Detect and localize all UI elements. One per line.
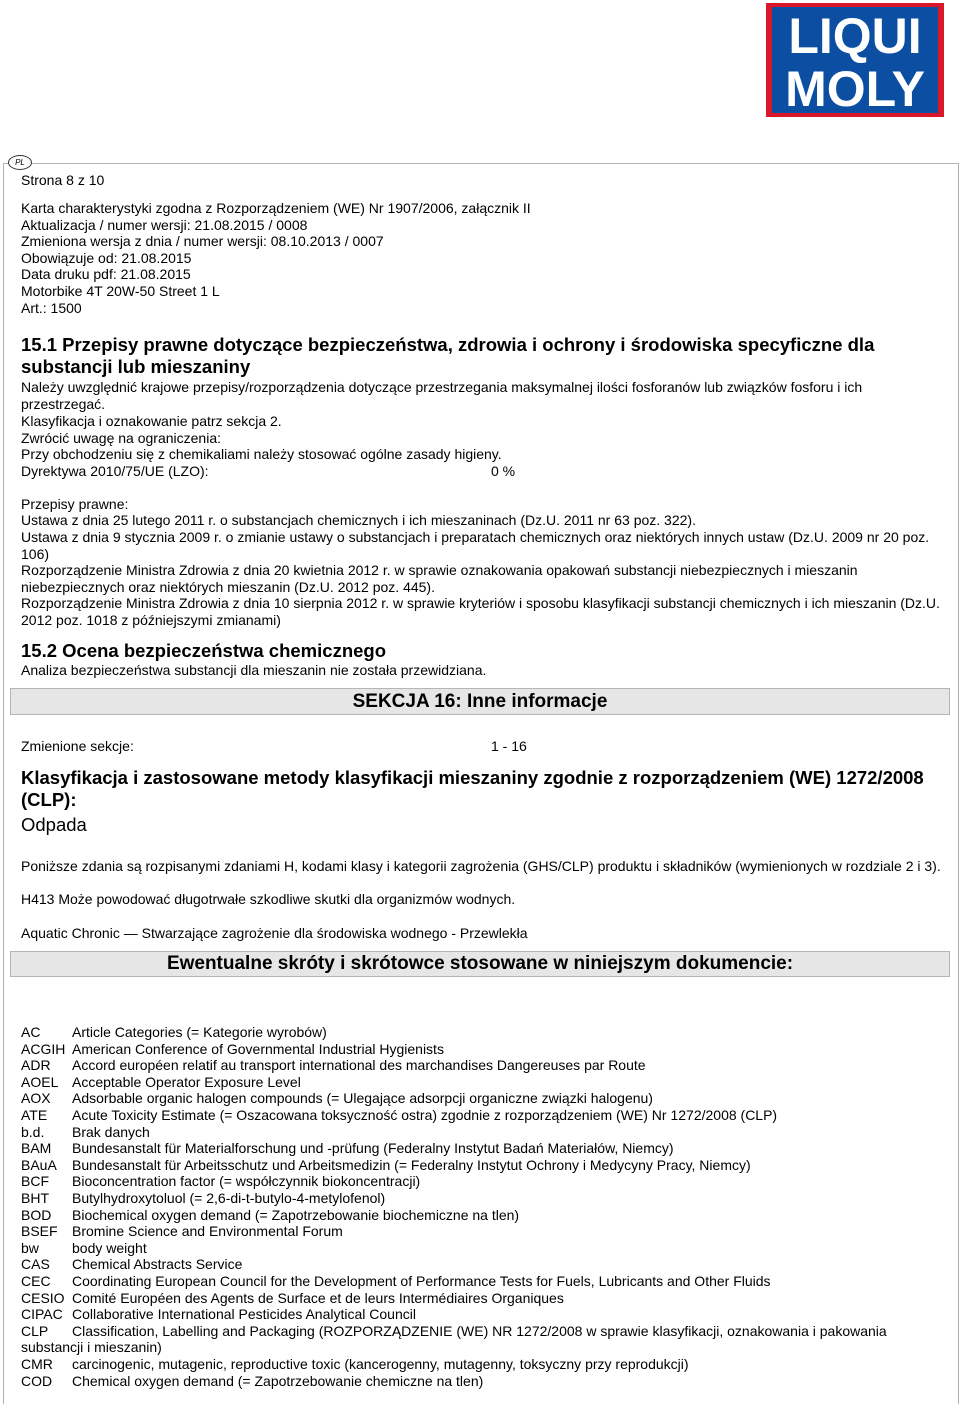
law-item: Ustawa z dnia 25 lutego 2011 r. o substancjach chemicznych i ich mieszaninach (Dz.U. 2011 nr 63 poz. 322). <box>21 512 696 528</box>
abbreviation-key: BCF <box>21 1173 49 1190</box>
abbreviation-key: BSEF <box>21 1223 58 1240</box>
logo-text-line1: LIQUI <box>788 8 922 64</box>
abbreviation-value: Bundesanstalt für Materialforschung und -prüfung (Federalny Instytut Badań Materiałów, Niemcy) <box>72 1140 674 1157</box>
paragraph: Zwrócić uwagę na ograniczenia: <box>21 430 221 446</box>
abbreviation-row <box>21 1107 941 1124</box>
abbreviation-value: Coordinating European Council for the Development of Performance Tests for Fuels, Lubricants and Other Fluids <box>72 1273 771 1289</box>
paragraph: Przy obchodzeniu się z chemikaliami należy stosować ogólne zasady higieny. <box>21 446 502 462</box>
abbreviation-row <box>21 1140 941 1157</box>
header-line: Karta charakterystyki zgodna z Rozporządzeniem (WE) Nr 1907/2006, załącznik II <box>21 200 531 216</box>
abbreviation-key: BAM <box>21 1140 52 1157</box>
abbreviation-row <box>21 1223 941 1240</box>
abbreviation-value: Collaborative International Pesticides Analytical Council <box>72 1306 416 1323</box>
abbreviation-key: CIPAC <box>21 1306 63 1323</box>
abbreviation-row <box>21 1074 941 1091</box>
abbreviation-value: Biochemical oxygen demand (= Zapotrzebowanie biochemiczne na tlen) <box>72 1206 520 1223</box>
abbreviation-value: Chemical Abstracts Service <box>72 1256 243 1273</box>
abbreviation-key: CLP <box>21 1322 49 1339</box>
header-line: Zmieniona wersja z dnia / numer wersji: 08.10.2013 / 0007 <box>21 233 384 249</box>
header-line: Aktualizacja / numer wersji: 21.08.2015 / 0008 <box>21 217 308 233</box>
abbreviation-row <box>21 1290 941 1307</box>
abbreviation-key: AOEL <box>21 1073 59 1090</box>
product-name: Motorbike 4T 20W-50 Street 1 L <box>21 283 220 299</box>
abbreviation-row <box>21 1339 941 1356</box>
section-15-1-heading: 15.1 Przepisy prawne dotyczące bezpieczeństwa, zdrowia i ochrony i środowiska specyficzne dla substancji lub mieszaniny <box>21 334 875 377</box>
abbreviation-row <box>21 1306 941 1323</box>
paragraph: Analiza bezpieczeństwa substancji dla mieszanin nie została przewidziana. <box>21 662 487 678</box>
abbreviation-row <box>21 1190 941 1207</box>
page-number: Strona 8 z 10 <box>21 172 105 188</box>
abbreviation-value: Butylhydroxytoluol (= 2,6-di-t-butylo-4-metylofenol) <box>72 1190 386 1206</box>
laws-label: Przepisy prawne: <box>21 496 129 512</box>
abbreviation-key: CMR <box>21 1356 53 1372</box>
header-line: Obowiązuje od: 21.08.2015 <box>21 250 192 266</box>
abbreviations-band: Ewentualne skróty i skrótowce stosowane w niniejszym dokumencie: <box>10 951 950 977</box>
abbreviation-value: Bioconcentration factor (= współczynnik biokoncentracji) <box>72 1173 421 1190</box>
h-statements-intro: Poniższe zdania są rozpisanymi zdaniami H, kodami klasy i kategorii zagrożenia (GHS/CLP) produktu i składników (wymienionych w rozdziale 2 i 3). <box>21 858 941 874</box>
abbreviation-key: CAS <box>21 1256 50 1273</box>
abbreviation-key: BOD <box>21 1206 52 1223</box>
logo-text-line2: MOLY <box>785 61 925 117</box>
abbreviation-value: carcinogenic, mutagenic, reproductive toxic (kancerogenny, mutagenny, toksyczny przy reprodukcji) <box>72 1356 689 1372</box>
abbreviation-value: substancji i mieszanin) <box>21 1339 162 1356</box>
lzo-label: Dyrektywa 2010/75/UE (LZO): <box>21 463 209 479</box>
classification-value: Odpada <box>21 814 87 835</box>
abbreviation-value: Chemical oxygen demand (= Zapotrzebowanie chemiczne na tlen) <box>72 1372 484 1389</box>
abbreviation-key: CEC <box>21 1273 51 1289</box>
abbreviation-row <box>21 1173 941 1190</box>
abbreviation-key: ATE <box>21 1107 48 1123</box>
abbreviation-row <box>21 1240 941 1257</box>
law-item: Rozporządzenie Ministra Zdrowia z dnia 20 kwietnia 2012 r. w sprawie oznakowania opakowań substancji niebezpiecznych i mieszanin niebezpiecznych oraz niektórych mieszanin (Dz.U. 2012 poz. 445). <box>21 562 858 595</box>
abbreviation-value: Acceptable Operator Exposure Level <box>72 1073 301 1090</box>
abbreviation-key: bw <box>21 1239 39 1256</box>
abbreviation-value: Classification, Labelling and Packaging (ROZPORZĄDZENIE (WE) NR 1272/2008 w sprawie klasyfikacji, oznakowania i pakowania <box>72 1322 887 1339</box>
header-line: Data druku pdf: 21.08.2015 <box>21 266 191 282</box>
abbreviation-row <box>21 1041 941 1058</box>
liqui-moly-logo <box>766 3 944 117</box>
abbreviation-value: Brak danych <box>72 1123 150 1140</box>
abbreviation-value: Accord européen relatif au transport international des marchandises Dangereuses par Route <box>72 1057 646 1074</box>
classification-heading: Klasyfikacja i zastosowane metody klasyfikacji mieszaniny zgodnie z rozporządzeniem (WE) 1272/2008 (CLP): <box>21 767 924 810</box>
abbreviation-row <box>21 1057 941 1074</box>
section-16-band: SEKCJA 16: Inne informacje <box>10 688 950 715</box>
abbreviation-key: CESIO <box>21 1289 65 1306</box>
law-item: Rozporządzenie Ministra Zdrowia z dnia 10 sierpnia 2012 r. w sprawie kryteriów i sposobu klasyfikacji substancji chemicznych i ich mieszanin (Dz.U. 2012 poz. 1018 z późniejszymi zmianami) <box>21 595 940 628</box>
abbreviation-row <box>21 1157 941 1174</box>
abbreviation-row <box>21 1207 941 1224</box>
law-item: Ustawa z dnia 9 stycznia 2009 r. o zmianie ustawy o substancjach i preparatach chemicznych oraz niektórych innych ustaw (Dz.U. 2009 nr 20 poz. 106) <box>21 529 930 562</box>
paragraph: Należy uwzględnić krajowe przepisy/rozporządzenia dotyczące przestrzegania maksymalnej ilości fosforanów lub związków fosforu i ich przestrzegać. <box>21 379 863 412</box>
lzo-value: 0 % <box>491 463 516 479</box>
language-badge: PL <box>8 155 32 170</box>
abbreviation-value: Adsorbable organic halogen compounds (= Ulegające adsorpcji organiczne związki halogenu) <box>72 1090 653 1107</box>
abbreviation-row <box>21 1373 941 1390</box>
abbreviation-row <box>21 1323 941 1340</box>
abbreviation-row <box>21 1124 941 1141</box>
abbreviation-key: BHT <box>21 1190 49 1206</box>
abbreviation-key: ADR <box>21 1057 51 1074</box>
abbreviation-key: AC <box>21 1024 41 1040</box>
h413-statement: H413 Może powodować długotrwałe szkodliwe skutki dla organizmów wodnych. <box>21 891 516 907</box>
abbreviation-row <box>21 1273 941 1290</box>
abbreviation-key: BAuA <box>21 1156 57 1173</box>
abbreviation-key: AOX <box>21 1090 51 1107</box>
abbreviation-value: American Conference of Governmental Industrial Hygienists <box>72 1040 444 1057</box>
abbreviation-value: body weight <box>72 1239 147 1256</box>
article-number: Art.: 1500 <box>21 300 82 316</box>
abbreviation-row <box>21 1090 941 1107</box>
changed-sections-value: 1 - 16 <box>491 738 527 754</box>
section-15-2-heading: 15.2 Ocena bezpieczeństwa chemicznego <box>21 640 387 661</box>
abbreviation-key: b.d. <box>21 1123 45 1140</box>
abbreviation-key: COD <box>21 1372 53 1389</box>
abbreviation-value: Comité Européen des Agents de Surface et de leurs Intermédiaires Organiques <box>72 1289 564 1306</box>
abbreviation-value: Bundesanstalt für Arbeitsschutz und Arbeitsmedizin (= Federalny Instytut Ochrony i Medycyny Pracy, Niemcy) <box>72 1156 751 1173</box>
abbreviation-key: ACGIH <box>21 1040 66 1057</box>
abbreviation-row <box>21 1256 941 1273</box>
paragraph: Klasyfikacja i oznakowanie patrz sekcja 2. <box>21 413 282 429</box>
abbreviation-value: Article Categories (= Kategorie wyrobów) <box>72 1024 327 1040</box>
abbreviation-value: Acute Toxicity Estimate (= Oszacowana toksyczność ostra) zgodnie z rozporządzeniem (WE) Nr 1272/2008 (CLP) <box>72 1107 778 1123</box>
abbreviation-row <box>21 1024 941 1041</box>
abbreviation-value: Bromine Science and Environmental Forum <box>72 1223 343 1240</box>
abbreviation-row <box>21 1356 941 1373</box>
aquatic-chronic-note: Aquatic Chronic — Stwarzające zagrożenie dla środowiska wodnego - Przewlekła <box>21 925 528 941</box>
changed-sections-label: Zmienione sekcje: <box>21 738 134 754</box>
